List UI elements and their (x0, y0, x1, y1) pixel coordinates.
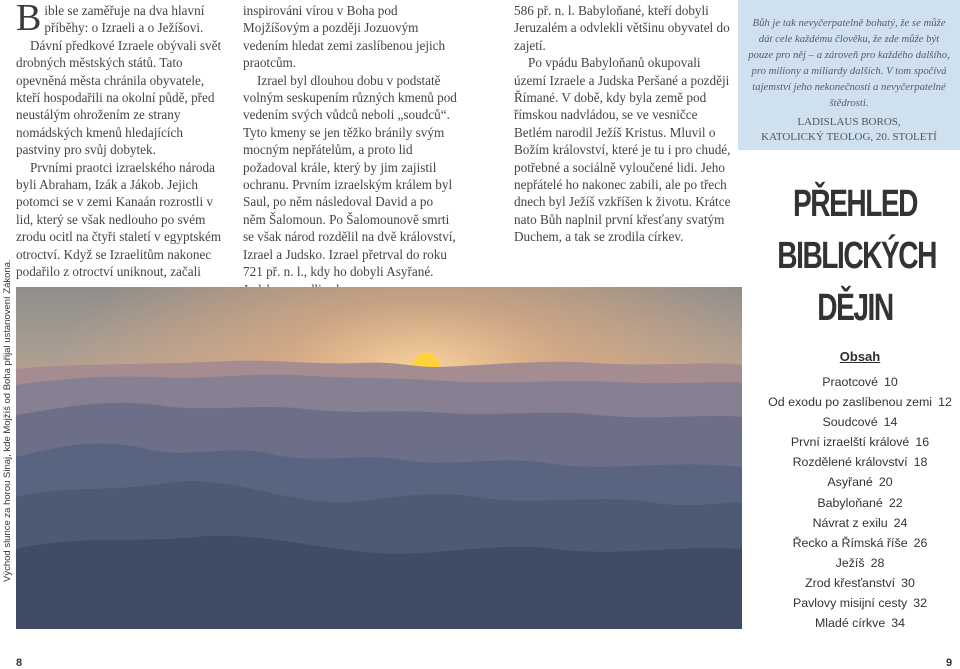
toc-item-page: 28 (870, 555, 885, 570)
intro-paragraph-1 (16, 2, 228, 37)
toc-item-page: 32 (913, 596, 928, 611)
toc-item[interactable] (755, 613, 960, 633)
toc-item-label: Mladé církve (814, 616, 886, 631)
sunrise-over-mountains-image (16, 287, 742, 629)
quote-text: Bůh je tak nevyčerpatelně bohatý, že se může dát cele každému člověku, že zde může být pouze pro něj – a zároveň pro každého dalšího, pro miliony a miliardy dalších. V tom spočívá tajemství jeho nekonečnosti a nevyčerpatelné štědrosti. (748, 17, 950, 109)
right-paragraph-2: Po vpádu Babyloňanů okupovali území Izraele a Judska Peršané a později Římané. V době, kdy byla země pod římskou nadvládou, se ve vesničce Betlém narodil Ježíš Kristus. Mluvil o Božím království, které je tu i pro chudé, potřebné a sociálně vyloučené lidi. Jeho nepřátelé ho nakonec zabili, ale po třech dnech byl Ježíš vzkříšen k životu. Krátce nato Bůh naplnil první křesťany svatým Duchem, a tak se zrodila církev. (514, 55, 731, 245)
drop-cap: B (16, 0, 42, 39)
intro-column (16, 2, 228, 281)
toc-item-page: 12 (938, 395, 952, 410)
right-paragraph-1: 586 př. n. l. Babyloňané, kteří dobyli Jeruzalém a odvlekli většinu obyvatel do zajetí. (514, 3, 730, 53)
toc-item-label: Asyřané (827, 475, 873, 490)
title-line-1: PŘEHLED (792, 183, 917, 225)
toc-item-page: 22 (888, 495, 903, 510)
intro-paragraph-2: Dávní předkové Izraele obývali svět drobných městských států. Tato opevněná města chránila obyvatele, kteří hospodařili na okolní půdě, před neustálým ohrožením ze strany nomádských kmenů hledajících pastviny pro svůj dobytek. (16, 37, 222, 158)
title-line-2: BIBLICKÝCH (777, 235, 936, 277)
toc-item-label: Zrod křesťanství (805, 575, 896, 590)
toc-item-label: První izraelští králové (790, 435, 910, 450)
toc-item[interactable] (755, 432, 960, 452)
page-number-right: 9 (946, 657, 953, 669)
page-title (777, 178, 936, 334)
toc-item[interactable] (755, 593, 960, 613)
toc-heading: Obsah (839, 349, 881, 364)
toc-item[interactable] (755, 392, 960, 412)
toc-item-page: 20 (878, 475, 893, 490)
toc-item[interactable] (755, 533, 960, 553)
title-line-3: DĚJIN (817, 287, 893, 329)
quote-author-description: KATOLICKÝ TEOLOG, 20. STOLETÍ (761, 131, 937, 143)
toc-item-page: 10 (884, 375, 898, 389)
toc-item-label: Řecko a Římská říše (792, 535, 908, 550)
toc-item[interactable] (755, 513, 960, 533)
toc-item-label: Rozdělené království (792, 455, 908, 470)
quote-author-name: LADISLAUS BOROS, (797, 116, 901, 128)
sunrise-photo (16, 287, 742, 629)
toc-item-label: Pavlovy misijní cesty (792, 596, 908, 611)
quote-box (738, 0, 960, 150)
toc-item[interactable] (755, 412, 960, 432)
toc-item[interactable] (755, 553, 960, 573)
toc-item-label: Soudcové (822, 415, 878, 430)
toc-item[interactable] (755, 493, 960, 513)
photo-caption: Východ slunce za horou Sinaj, kde Mojžíš od Boha přijal ustanovení Zákona. (2, 259, 13, 582)
page-number-left: 8 (16, 657, 23, 669)
toc-item-page: 14 (883, 415, 898, 430)
toc-item-page: 34 (891, 616, 906, 631)
toc-item[interactable] (755, 472, 960, 492)
toc-item[interactable] (755, 452, 960, 472)
toc-item-page: 16 (915, 435, 930, 450)
toc-item-page: 24 (893, 515, 908, 530)
toc-item[interactable] (755, 573, 960, 593)
intro-text-1: ible se zaměřuje na dva hlavní příběhy: o Izraeli a o Ježíšovi. (44, 3, 205, 36)
toc-item-label: Babyloňané (817, 495, 883, 510)
toc-item-page: 18 (913, 455, 928, 470)
toc-item-label: Od exodu po zaslíbenou zemi (768, 395, 933, 410)
right-column (514, 2, 732, 246)
middle-column (243, 2, 458, 298)
toc-item[interactable] (755, 372, 960, 392)
toc-item-page: 26 (913, 535, 928, 550)
toc-item-label: Ježíš (835, 555, 865, 570)
table-of-contents (755, 372, 960, 633)
intro-paragraph-3: Prvními praotci izraelského národa byli Abraham, Izák a Jákob. Jejich potomci se v zemi Kanaán rozrostli v lid, který se však nedlouho po svém zrodu ocitl na čtyři staletí v egyptském otroctví. Když se Izraelitům nakonec podařilo z otroctví uniknout, začali (16, 159, 222, 280)
toc-item-label: Praotcové (822, 375, 878, 389)
quote-author (748, 115, 950, 145)
middle-paragraph-1: inspirováni vírou v Boha pod Mojžíšovým a později Jozuovým vedením hledat zemi zaslíbenou jejich praotcům. (243, 3, 446, 71)
toc-item-label: Návrat z exilu (812, 515, 888, 530)
middle-paragraph-2: Izrael byl dlouhou dobu v podstatě volným seskupením různých kmenů pod vedením svých vůdců neboli „soudců“. Tyto kmeny se jen těžko bránily svým mocným nepřátelům, a proto lid požadoval krále, který by jim zajistil ochranu. Prvním izraelským králem byl Saul, po něm následoval David a po něm Šalomoun. Po Šalomounově smrti se však národ rozdělil na dvě království, Izrael a Judsko. Izrael přetrval do roku 721 př. n. l., kdy ho dobyli Asyřané. (243, 72, 457, 280)
toc-item-page: 30 (901, 575, 915, 590)
